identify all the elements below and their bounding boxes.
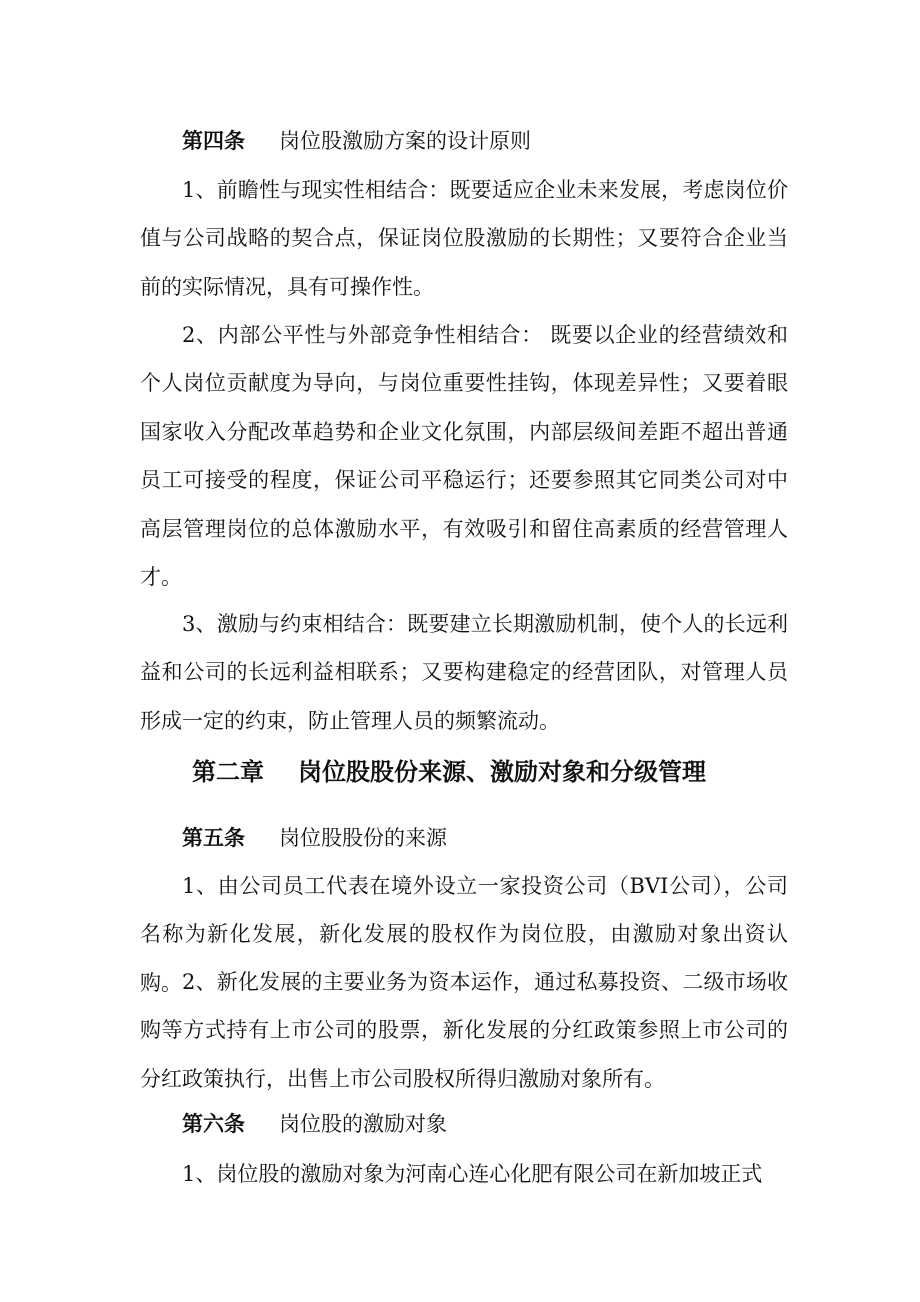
article-4-title: 岗位股激励方案的设计原则 bbox=[279, 129, 531, 153]
article-5-heading bbox=[182, 824, 782, 852]
article-6-heading bbox=[182, 1110, 782, 1138]
article-4-item-1: 1、前瞻性与现实性相结合：既要适应企业未来发展，考虑岗位价值与公司战略的契合点，保证岗位股激励的长期性；又要符合企业当前的实际情况，具有可操作性。 bbox=[140, 178, 788, 299]
article-4-heading bbox=[182, 127, 782, 155]
article-4-number: 第四条 bbox=[182, 129, 245, 153]
article-5-item-1: 1、由公司员工代表在境外设立一家投资公司（BVI公司），公司名称为新化发展，新化发展的股权作为岗位股，由激励对象出资认购。 bbox=[140, 874, 788, 995]
article-6-item-1: 1、岗位股的激励对象为河南心连心化肥有限公司在新加坡正式 bbox=[182, 1162, 763, 1186]
chapter-2-number: 第二章 bbox=[192, 758, 264, 786]
article-5-number: 第五条 bbox=[182, 826, 245, 850]
article-6-title: 岗位股的激励对象 bbox=[279, 1112, 447, 1136]
article-4-item-2: 2、内部公平性与外部竞争性相结合： 既要以企业的经营绩效和个人岗位贡献度为导向，与岗位重要性挂钩，体现差异性；又要着眼国家收入分配改革趋势和企业文化氛围，内部层级间差距不超出普通员工可接受的程度，保证公司平稳运行；还要参照其它同类公司对中高层管理岗位的总体激励水平，有效吸引和留住高素质的经营管理人才。 bbox=[140, 323, 788, 590]
article-5-title: 岗位股股份的来源 bbox=[279, 826, 447, 850]
chapter-2-title: 岗位股股份来源、激励对象和分级管理 bbox=[298, 758, 706, 786]
article-5-item-2: 2、新化发展的主要业务为资本运作，通过私募投资、二级市场收购等方式持有上市公司的股票，新化发展的分红政策参照上市公司的分红政策执行，出售上市公司股权所得归激励对象所有。 bbox=[140, 970, 788, 1091]
article-6-number: 第六条 bbox=[182, 1112, 245, 1136]
article-4-item-3: 3、激励与约束相结合：既要建立长期激励机制，使个人的长远利益和公司的长远利益相联系；又要构建稳定的经营团队，对管理人员形成一定的约束，防止管理人员的频繁流动。 bbox=[140, 612, 788, 733]
chapter-2-heading bbox=[192, 756, 812, 788]
